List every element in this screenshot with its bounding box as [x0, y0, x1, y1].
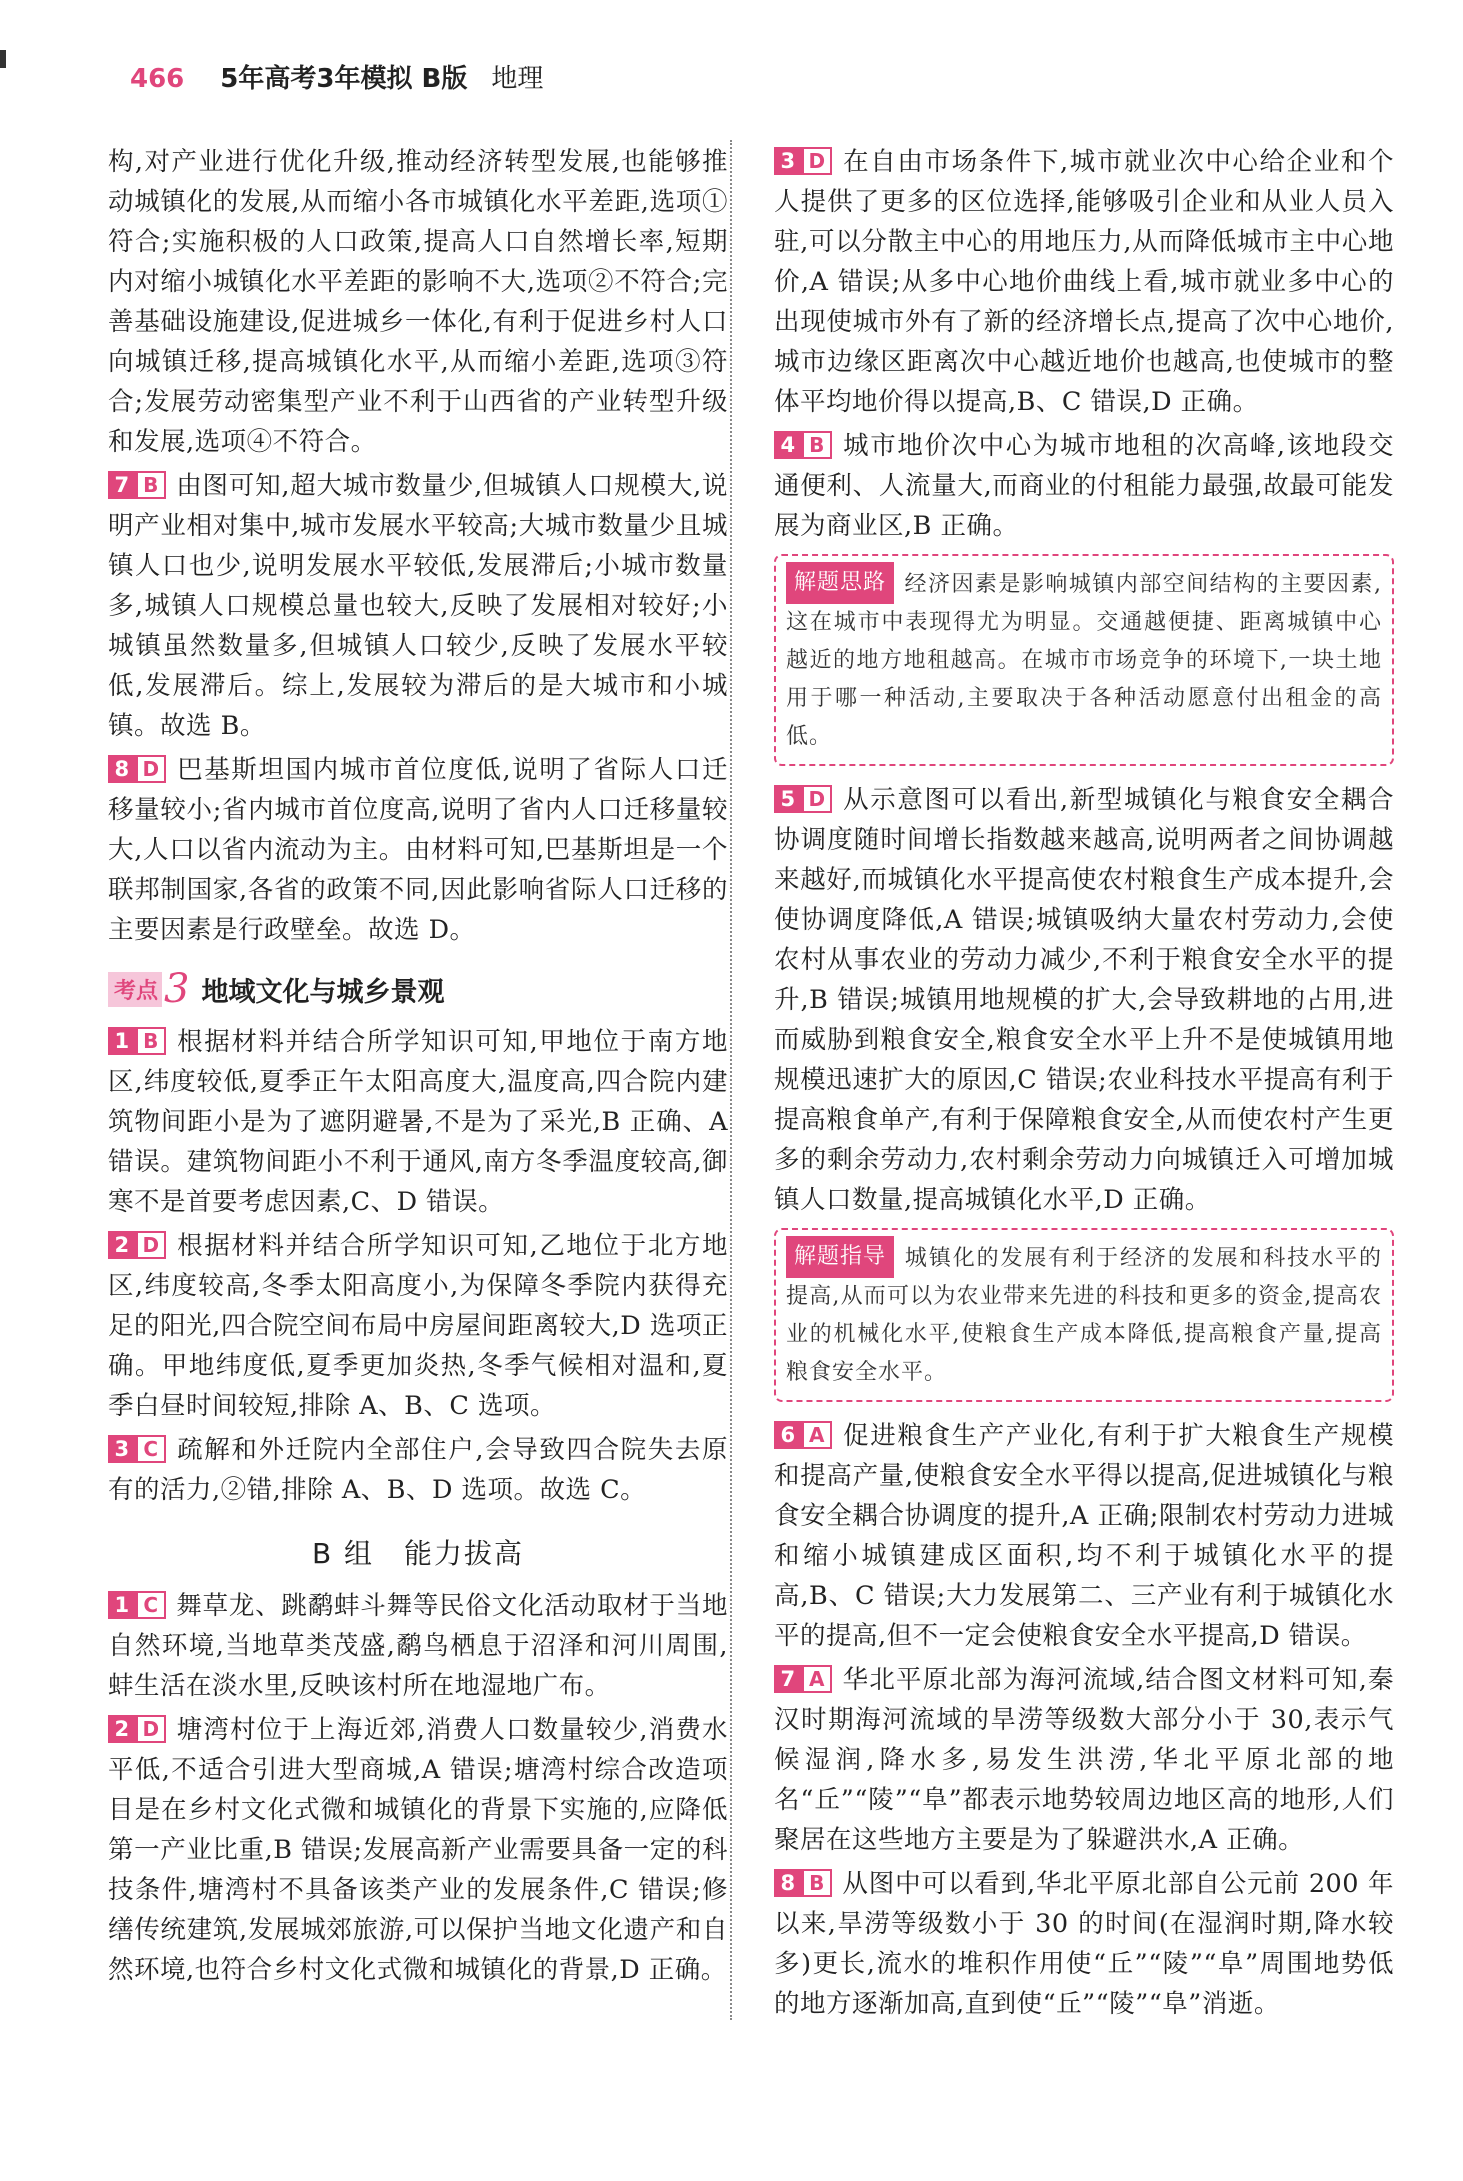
answer-badge: [774, 1665, 832, 1693]
answer-item: [108, 1430, 728, 1510]
question-number: 3: [774, 147, 802, 175]
answer-badge: [774, 147, 832, 175]
answer-explanation: 舞草龙、跳鹬蚌斗舞等民俗文化活动取材于当地自然环境,当地草类茂盛,鹬鸟栖息于沼泽和河川周围,蚌生活在淡水里,反映该村所在地湿地广布。: [108, 1591, 728, 1701]
answer-badge: [774, 785, 832, 813]
answer-item: [108, 750, 728, 950]
column-divider: [730, 140, 732, 2020]
tip-box-thinking: [774, 554, 1394, 766]
kaodian-number: 3: [164, 966, 190, 1012]
answer-list-f: [774, 1416, 1394, 2024]
answer-letter: B: [802, 1869, 832, 1897]
answer-item: [774, 1416, 1394, 1656]
answer-badge: [108, 1715, 166, 1743]
answer-badge: [108, 1591, 166, 1619]
answer-letter: A: [802, 1421, 832, 1449]
margin-mark: [0, 50, 6, 68]
question-number: 2: [108, 1715, 136, 1743]
answer-letter: D: [136, 1231, 166, 1259]
answer-letter: D: [136, 1715, 166, 1743]
answer-explanation: 从示意图可以看出,新型城镇化与粮食安全耦合协调度随时间增长指数越来越高,说明两者之间协调越来越好,而城镇化水平提高使农村粮食生产成本提升,会使协调度降低,A 错误;城镇吸纳大量农村劳动力,会使农村从事农业的劳动力减少,不利于粮食安全水平的提升,B 错误;城镇用地规模的扩大,会导致耕地的占用,进而威胁到粮食安全,粮食安全水平上升不是使城镇用地规模迅速扩大的原因,C 错误;农业科技水平提高有利于提高粮食单产,有利于保障粮食安全,从而使农村产生更多的剩余劳动力,农村剩余劳动力向城镇迁入可增加城镇人口数量,提高城镇化水平,D 正确。: [774, 785, 1394, 1215]
answer-item: [774, 426, 1394, 546]
answer-badge: [774, 1421, 832, 1449]
answer-item: [108, 1586, 728, 1706]
tip-box-guidance: [774, 1228, 1394, 1402]
answer-badge: [774, 1869, 832, 1897]
question-number: 1: [108, 1591, 136, 1619]
answer-letter: D: [802, 147, 832, 175]
answer-letter: B: [136, 471, 166, 499]
tip-label: 解题思路: [786, 562, 894, 604]
answer-explanation: 根据材料并结合所学知识可知,乙地位于北方地区,纬度较高,冬季太阳高度小,为保障冬季院内获得充足的阳光,四合院空间布局中房屋间距离较大,D 选项正确。甲地纬度低,夏季更加炎热,冬季气候相对温和,夏季白昼时间较短,排除 A、B、C 选项。: [108, 1231, 728, 1421]
answer-explanation: 疏解和外迁院内全部住户,会导致四合院失去原有的活力,②错,排除 A、B、D 选项。故选 C。: [108, 1435, 728, 1505]
answer-list-c: [108, 1586, 728, 1990]
answer-badge: [108, 755, 166, 783]
answer-item: [774, 142, 1394, 422]
answer-explanation: 塘湾村位于上海近郊,消费人口数量较少,消费水平低,不适合引进大型商城,A 错误;塘湾村综合改造项目是在乡村文化式微和城镇化的背景下实施的,应降低第一产业比重,B 错误;发展高新产业需要具备一定的科技条件,塘湾村不具备该类产业的发展条件,C 错误;修缮传统建筑,发展城郊旅游,可以保护当地文化遗产和自然环境,也符合乡村文化式微和城镇化的背景,D 正确。: [108, 1715, 728, 1985]
answer-explanation: 华北平原北部为海河流域,结合图文材料可知,秦汉时期海河流域的旱涝等级数大部分小于 30,表示气候湿润,降水多,易发生洪涝,华北平原北部的地名“丘”“陵”“阜”都表示地势较周边地区高的地形,人们聚居在这些地方主要是为了躲避洪水,A 正确。: [774, 1665, 1394, 1855]
answer-explanation: 由图可知,超大城市数量少,但城镇人口规模大,说明产业相对集中,城市发展水平较高;大城市数量少且城镇人口也少,说明发展水平较低,发展滞后;小城市数量多,城镇人口规模总量也较大,反映了发展相对较好;小城镇虽然数量多,但城镇人口较少,反映了发展水平较低,发展滞后。综上,发展较为滞后的是大城市和小城镇。故选 B。: [108, 471, 728, 741]
section-title: 地域文化与城乡景观: [201, 976, 445, 1008]
answer-badge: [108, 1027, 166, 1055]
answer-item: [774, 1660, 1394, 1860]
question-number: 6: [774, 1421, 802, 1449]
right-column: [774, 142, 1394, 2028]
answer-explanation: 城市地价次中心为城市地租的次高峰,该地段交通便利、人流量大,而商业的付租能力最强,故最可能发展为商业区,B 正确。: [774, 431, 1394, 541]
answer-letter: C: [136, 1435, 166, 1463]
answer-item: [108, 1710, 728, 1990]
tip-label: 解题指导: [786, 1236, 894, 1278]
answer-list-a: [108, 466, 728, 950]
question-number: 8: [774, 1869, 802, 1897]
answer-list-d: [774, 142, 1394, 546]
subject-label: 地理: [491, 64, 544, 94]
tip-text: 城镇化的发展有利于经济的发展和科技水平的提高,从而可以为农业带来先进的科技和更多的资金,提高农业的机械化水平,使粮食生产成本降低,提高粮食产量,提高粮食安全水平。: [786, 1246, 1382, 1385]
answer-badge: [108, 1231, 166, 1259]
answer-letter: B: [136, 1027, 166, 1055]
question-number: 8: [108, 755, 136, 783]
answer-item: [774, 780, 1394, 1220]
question-number: 1: [108, 1027, 136, 1055]
answer-badge: [108, 471, 166, 499]
answer-explanation: 从图中可以看到,华北平原北部自公元前 200 年以来,旱涝等级数小于 30 的时间(在湿润时期,降水较多)更长,流水的堆积作用使“丘”“陵”“阜”周围地势低的地方逐渐加高,直到使“丘”“陵”“阜”消逝。: [774, 1869, 1394, 2019]
answer-letter: D: [136, 755, 166, 783]
answer-explanation: 在自由市场条件下,城市就业次中心给企业和个人提供了更多的区位选择,能够吸引企业和从业人员入驻,可以分散主中心的用地压力,从而降低城市主中心地价,A 错误;从多中心地价曲线上看,城市就业多中心的出现使城市外有了新的经济增长点,提高了次中心地价,城市边缘区距离次中心越近地价也越高,也使城市的整体平均地价得以提高,B、C 错误,D 正确。: [774, 147, 1394, 417]
answer-explanation: 巴基斯坦国内城市首位度低,说明了省际人口迁移量较小;省内城市首位度高,说明了省内人口迁移量较大,人口以省内流动为主。由材料可知,巴基斯坦是一个联邦制国家,各省的政策不同,因此影响省际人口迁移的主要因素是行政壁垒。故选 D。: [108, 755, 728, 945]
answer-item: [108, 466, 728, 746]
continued-answer: 构,对产业进行优化升级,推动经济转型发展,也能够推动城镇化的发展,从而缩小各市城镇化水平差距,选项①符合;实施积极的人口政策,提高人口自然增长率,短期内对缩小城镇化水平差距的影响不大,选项②不符合;完善基础设施建设,促进城乡一体化,有利于促进乡村人口向城镇迁移,提高城镇化水平,从而缩小差距,选项③符合;发展劳动密集型产业不利于山西省的产业转型升级和发展,选项④不符合。: [108, 147, 728, 457]
question-number: 5: [774, 785, 802, 813]
group-title: B 组 能力拔高: [311, 1537, 525, 1570]
page-number: 466: [130, 64, 185, 94]
answer-item: [774, 1864, 1394, 2024]
answer-letter: B: [802, 431, 832, 459]
answer-item: [108, 1226, 728, 1426]
section-heading: [108, 966, 728, 1012]
kaodian-label: 考点: [108, 972, 162, 1007]
answer-badge: [108, 1435, 166, 1463]
question-number: 7: [774, 1665, 802, 1693]
answer-explanation: 根据材料并结合所学知识可知,甲地位于南方地区,纬度较低,夏季正午太阳高度大,温度高,四合院内建筑物间距小是为了遮阴避暑,不是为了采光,B 正确、A 错误。建筑物间距小不利于通风,南方冬季温度较高,御寒不是首要考虑因素,C、D 错误。: [108, 1027, 728, 1217]
question-number: 3: [108, 1435, 136, 1463]
book-title: 5年高考3年模拟 B版: [220, 64, 468, 94]
question-number: 7: [108, 471, 136, 499]
answer-badge: [774, 431, 832, 459]
answer-explanation: 促进粮食生产产业化,有利于扩大粮食生产规模和提高产量,使粮食安全水平得以提高,促进城镇化与粮食安全耦合协调度的提升,A 正确;限制农村劳动力进城和缩小城镇建成区面积,均不利于城镇化水平的提高,B、C 错误;大力发展第二、三产业有利于城镇化水平的提高,但不一定会使粮食安全水平提高,D 错误。: [774, 1421, 1394, 1651]
answer-letter: A: [802, 1665, 832, 1693]
left-column: [108, 142, 728, 1994]
answer-item: [108, 1022, 728, 1222]
answer-letter: C: [136, 1591, 166, 1619]
page-header: [130, 58, 543, 102]
question-number: 2: [108, 1231, 136, 1259]
answer-letter: D: [802, 785, 832, 813]
answer-list-b: [108, 1022, 728, 1510]
answer-list-e: [774, 780, 1394, 1220]
question-number: 4: [774, 431, 802, 459]
tip-text: 经济因素是影响城镇内部空间结构的主要因素,这在城市中表现得尤为明显。交通越便捷、距离城镇中心越近的地方地租越高。在城市市场竞争的环境下,一块土地用于哪一种活动,主要取决于各种活动愿意付出租金的高低。: [786, 572, 1382, 749]
